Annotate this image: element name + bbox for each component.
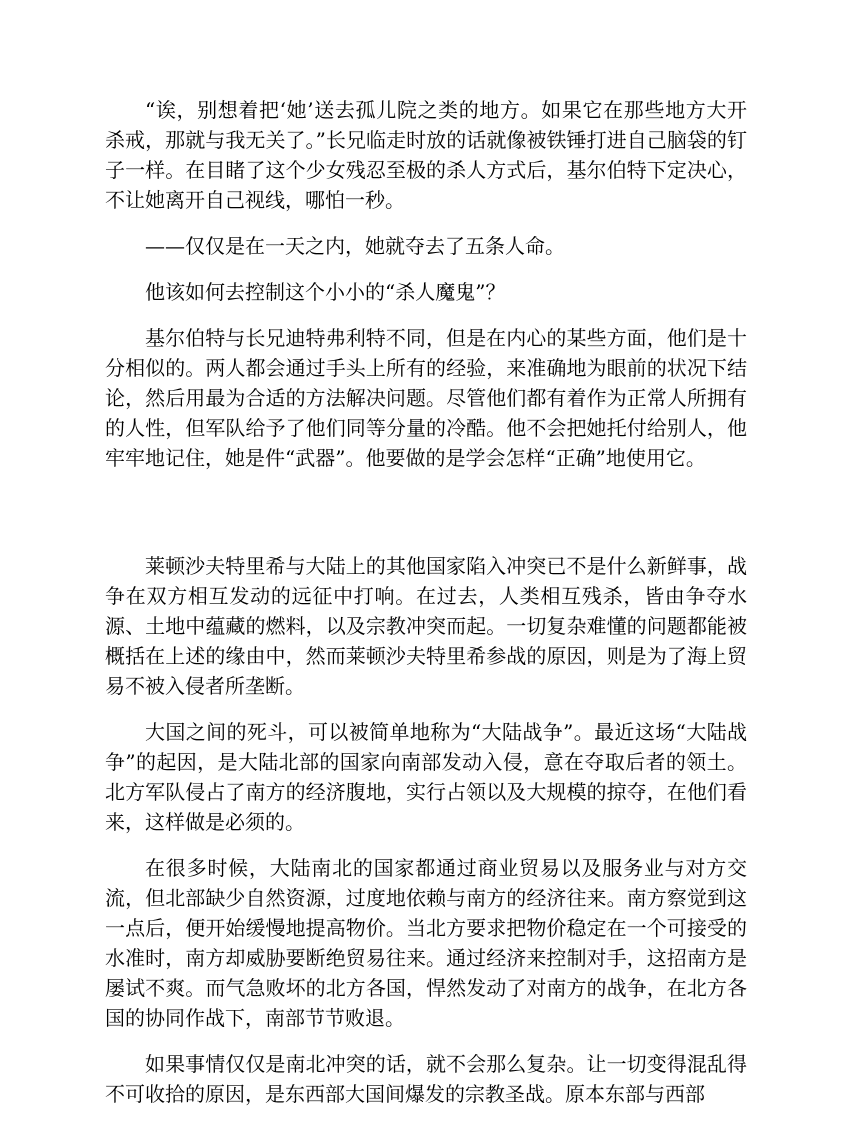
paragraph: 如果事情仅仅是南北冲突的话，就不会那么复杂。让一切变得混乱得不可收拾的原因，是东西部大国间爆发的宗教圣战。原本东部与西部 <box>105 1052 747 1106</box>
document-page <box>105 95 747 1125</box>
paragraph: “诶，别想着把‘她’送去孤儿院之类的地方。如果它在那些地方大开杀戒，那就与我无关了。”长兄临走时放的话就像被铁锤打进自己脑袋的钉子一样。在目睹了这个少女残忍至极的杀人方式后，基尔伯特下定决心，不让她离开自己视线，哪怕一秒。 <box>105 98 747 212</box>
section-break <box>105 489 747 551</box>
paragraph: 基尔伯特与长兄迪特弗利特不同，但是在内心的某些方面，他们是十分相似的。两人都会通过手头上所有的经验，来准确地为眼前的状况下结论，然后用最为合适的方法解决问题。尽管他们都有着作为正常人所拥有的人性，但军队给予了他们同等分量的冷酷。他不会把她托付给别人，他牢牢地记住，她是件“武器”。他要做的是学会怎样“正确”地使用它。 <box>105 326 747 470</box>
paragraph: 大国之间的死斗，可以被简单地称为“大陆战争”。最近这场“大陆战争”的起因，是大陆北部的国家向南部发动入侵，意在夺取后者的领土。北方军队侵占了南方的经济腹地，实行占领以及大规模的掠夺，在他们看来，这样做是必须的。 <box>105 720 747 834</box>
paragraph: 他该如何去控制这个小小的“杀人魔鬼”？ <box>145 280 506 304</box>
paragraph: 在很多时候，大陆南北的国家都通过商业贸易以及服务业与对方交流，但北部缺少自然资源，过度地依赖与南方的经济往来。南方察觉到这一点后，便开始缓慢地提高物价。当北方要求把物价稳定在一个可接受的水准时，南方却威胁要断绝贸易往来。通过经济来控制对手，这招南方是屡试不爽。而气急败坏的北方各国，悍然发动了对南方的战争，在北方各国的协同作战下，南部节节败退。 <box>105 856 747 1030</box>
paragraph: ——仅仅是在一天之内，她就夺去了五条人命。 <box>145 234 565 258</box>
paragraph: 莱顿沙夫特里希与大陆上的其他国家陷入冲突已不是什么新鲜事，战争在双方相互发动的远征中打响。在过去，人类相互残杀，皆由争夺水源、土地中蕴藏的燃料，以及宗教冲突而起。一切复杂难懂的问题都能被概括在上述的缘由中，然而莱顿沙夫特里希参战的原因，则是为了海上贸易不被入侵者所垄断。 <box>105 554 747 698</box>
